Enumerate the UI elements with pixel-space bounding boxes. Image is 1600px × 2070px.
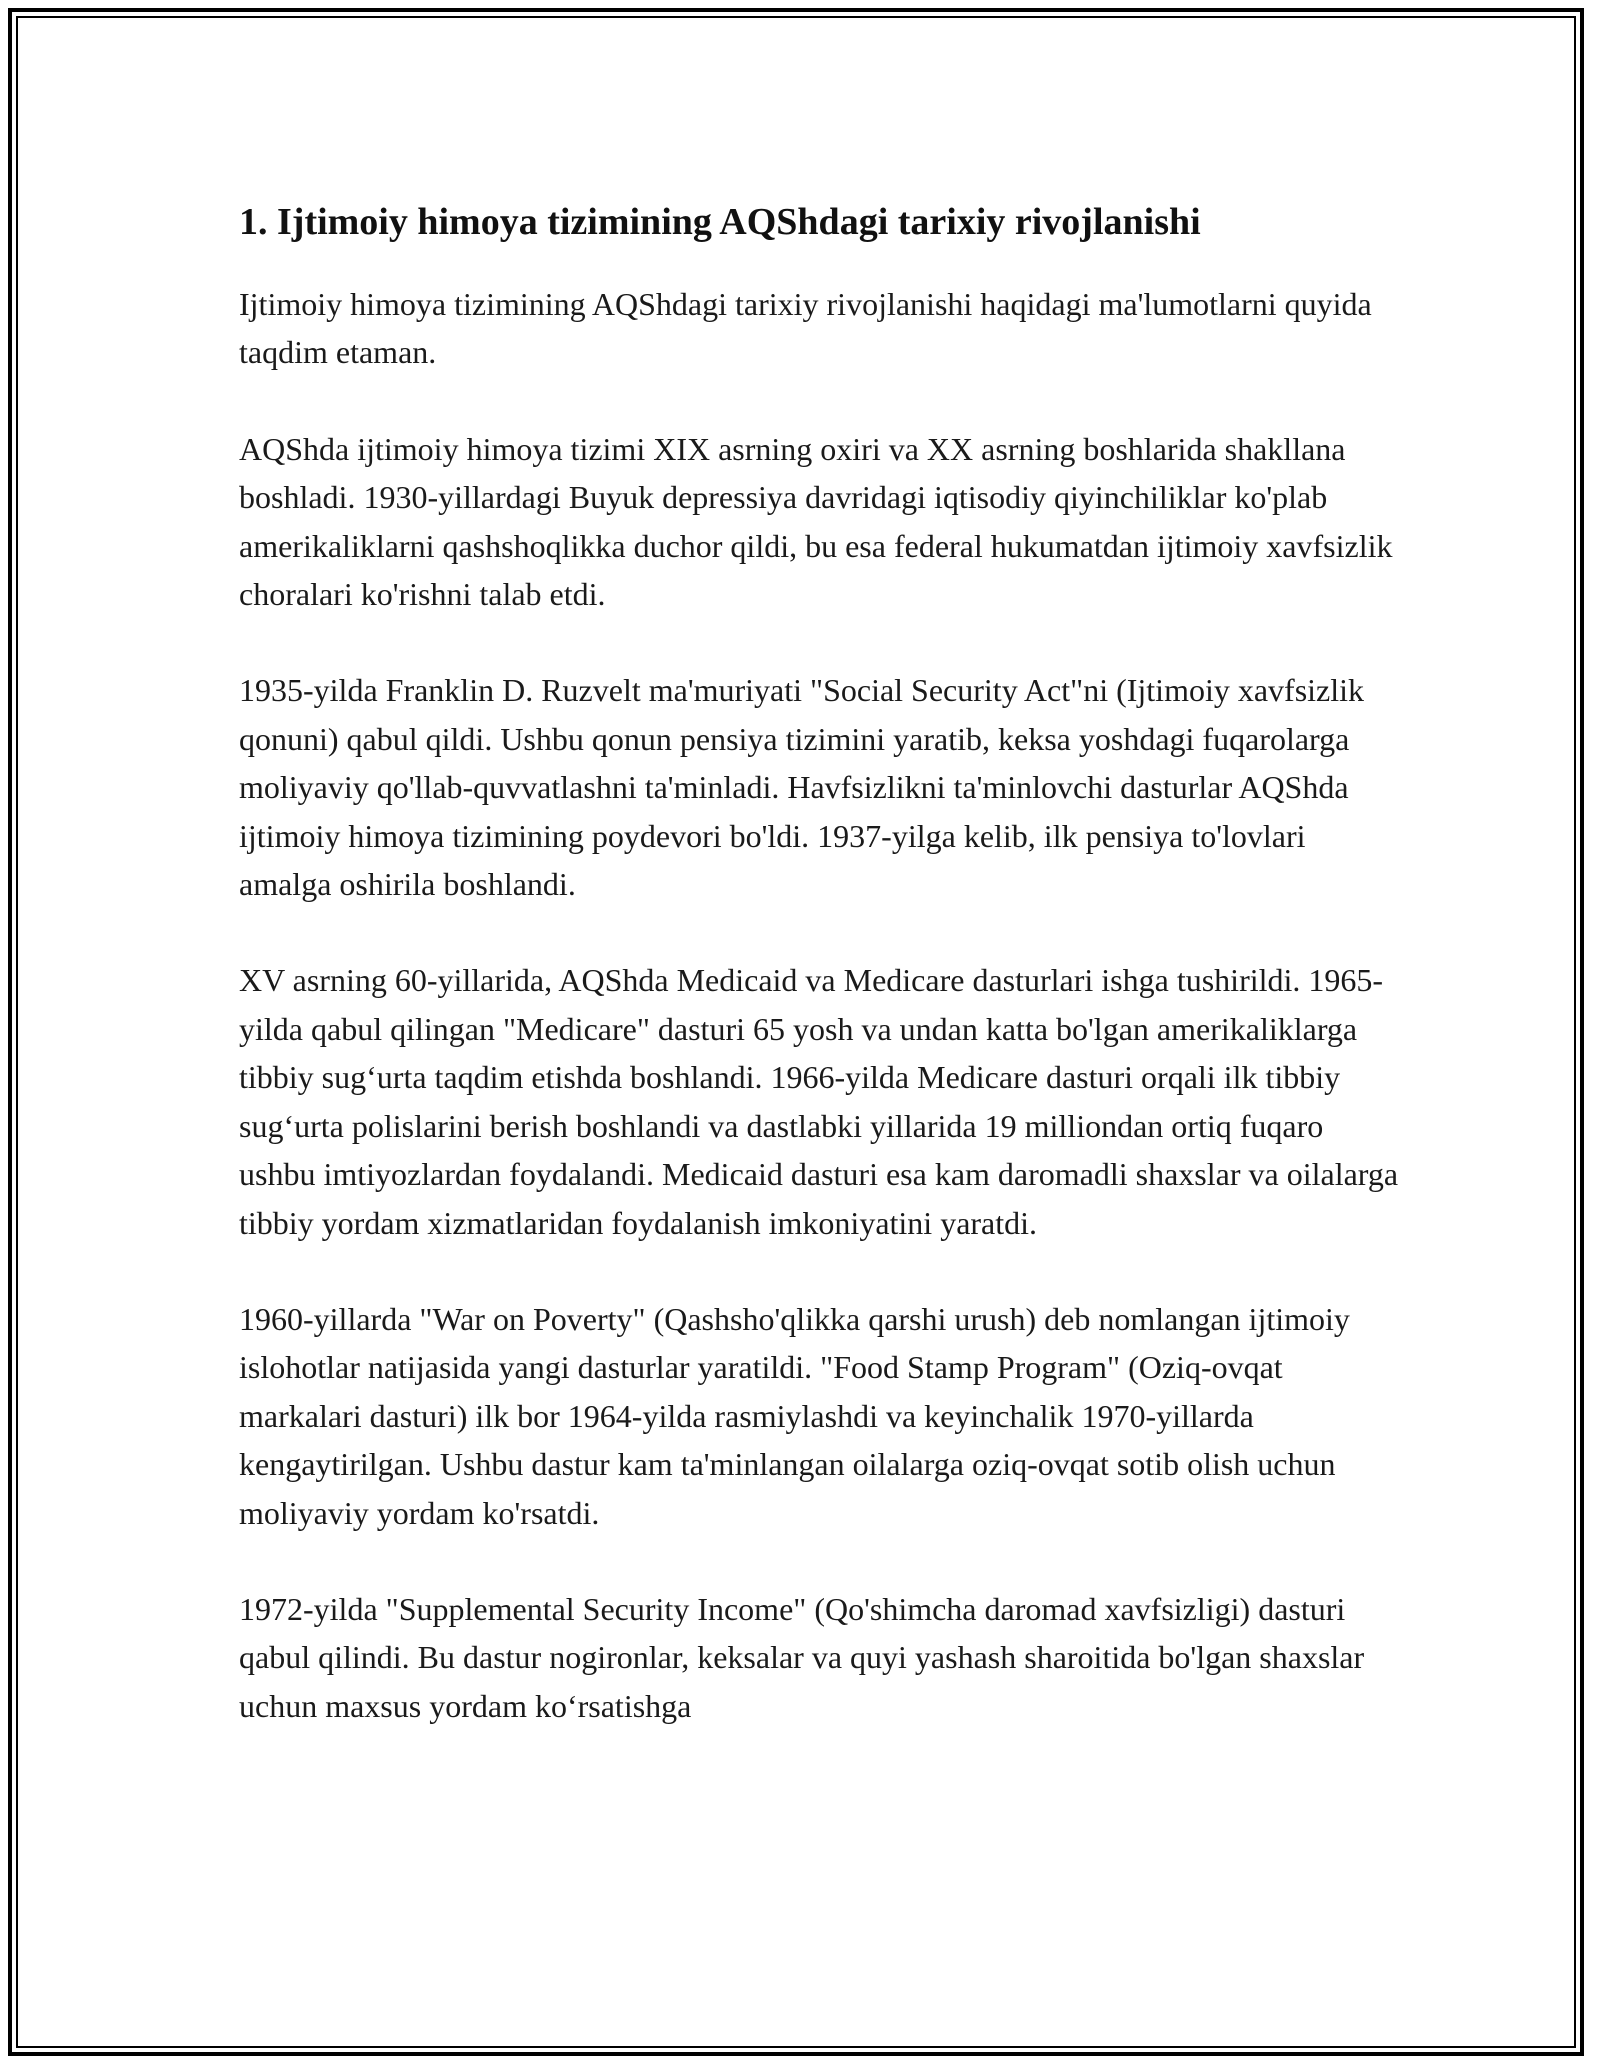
document-body: [239, 198, 1399, 1778]
section-heading: 1. Ijtimoiy himoya tizimining AQShdagi tarixiy rivojlanishi: [239, 201, 1201, 243]
paragraph-social-security-act: 1935-yilda Franklin D. Ruzvelt ma'muriyati "Social Security Act"ni (Ijtimoiy xavfsizlik qonuni) qabul qildi. Ushbu qonun pensiya tizimini yaratib, keksa yoshdagi fuqarolarga moliyaviy qo'llab-quvvatlashni ta'minladi. Havfsizlikni ta'minlovchi dasturlar AQShda ijtimoiy himoya tizimining poydevori bo'ldi. 1937-yilga kelib, ilk pensiya to'lovlari amalga oshirila boshlandi.: [239, 672, 1365, 903]
paragraph-war-on-poverty: 1960-yillarda "War on Poverty" (Qashsho'qlikka qarshi urush) deb nomlangan ijtimoiy islohotlar natijasida yangi dasturlar yaratildi. "Food Stamp Program" (Oziq-ovqat markalari dasturi) ilk bor 1964-yilda rasmiylashdi va keyinchalik 1970-yillarda kengaytirilgan. Ushbu dastur kam ta'minlangan oilalarga oziq-ovqat sotib olish uchun moliyaviy yordam ko'rsatdi.: [239, 1300, 1350, 1531]
paragraph-intro: Ijtimoiy himoya tizimining AQShdagi tarixiy rivojlanishi haqidagi ma'lumotlarni quyida taqdim etaman.: [239, 286, 1372, 371]
paragraph-origins: AQShda ijtimoiy himoya tizimi XIX asrning oxiri va XX asrning boshlarida shakllana boshladi. 1930-yillardagi Buyuk depressiya davridagi iqtisodiy qiyinchiliklar ko'plab amerikaliklarni qashshoqlikka duchor qildi, bu esa federal hukumatdan ijtimoiy xavfsizlik choralari ko'rishni talab etdi.: [239, 430, 1393, 613]
paragraph-ssi: 1972-yilda "Supplemental Security Income" (Qo'shimcha daromad xavfsizligi) dasturi qabul qilindi. Bu dastur nogironlar, keksalar va quyi yashash sharoitida bo'lgan shaxslar uchun maxsus yordam ko‘rsatishga: [239, 1590, 1365, 1724]
page-frame: [8, 8, 1584, 2056]
paragraph-medicare-medicaid: XV asrning 60-yillarida, AQShda Medicaid va Medicare dasturlari ishga tushirildi. 1965-yilda qabul qilingan "Medicare" dasturi 65 yosh va undan katta bo'lgan amerikaliklarga tibbiy sug‘urta taqdim etishda boshlandi. 1966-yilda Medicare dasturi orqali ilk tibbiy sug‘urta polislarini berish boshlandi va dastlabki yillarida 19 milliondan ortiq fuqaro ushbu imtiyozlardan foydalandi. Medicaid dasturi esa kam daromadli shaxslar va oilalarga tibbiy yordam xizmatlaridan foydalanish imkoniyatini yaratdi.: [239, 962, 1399, 1241]
